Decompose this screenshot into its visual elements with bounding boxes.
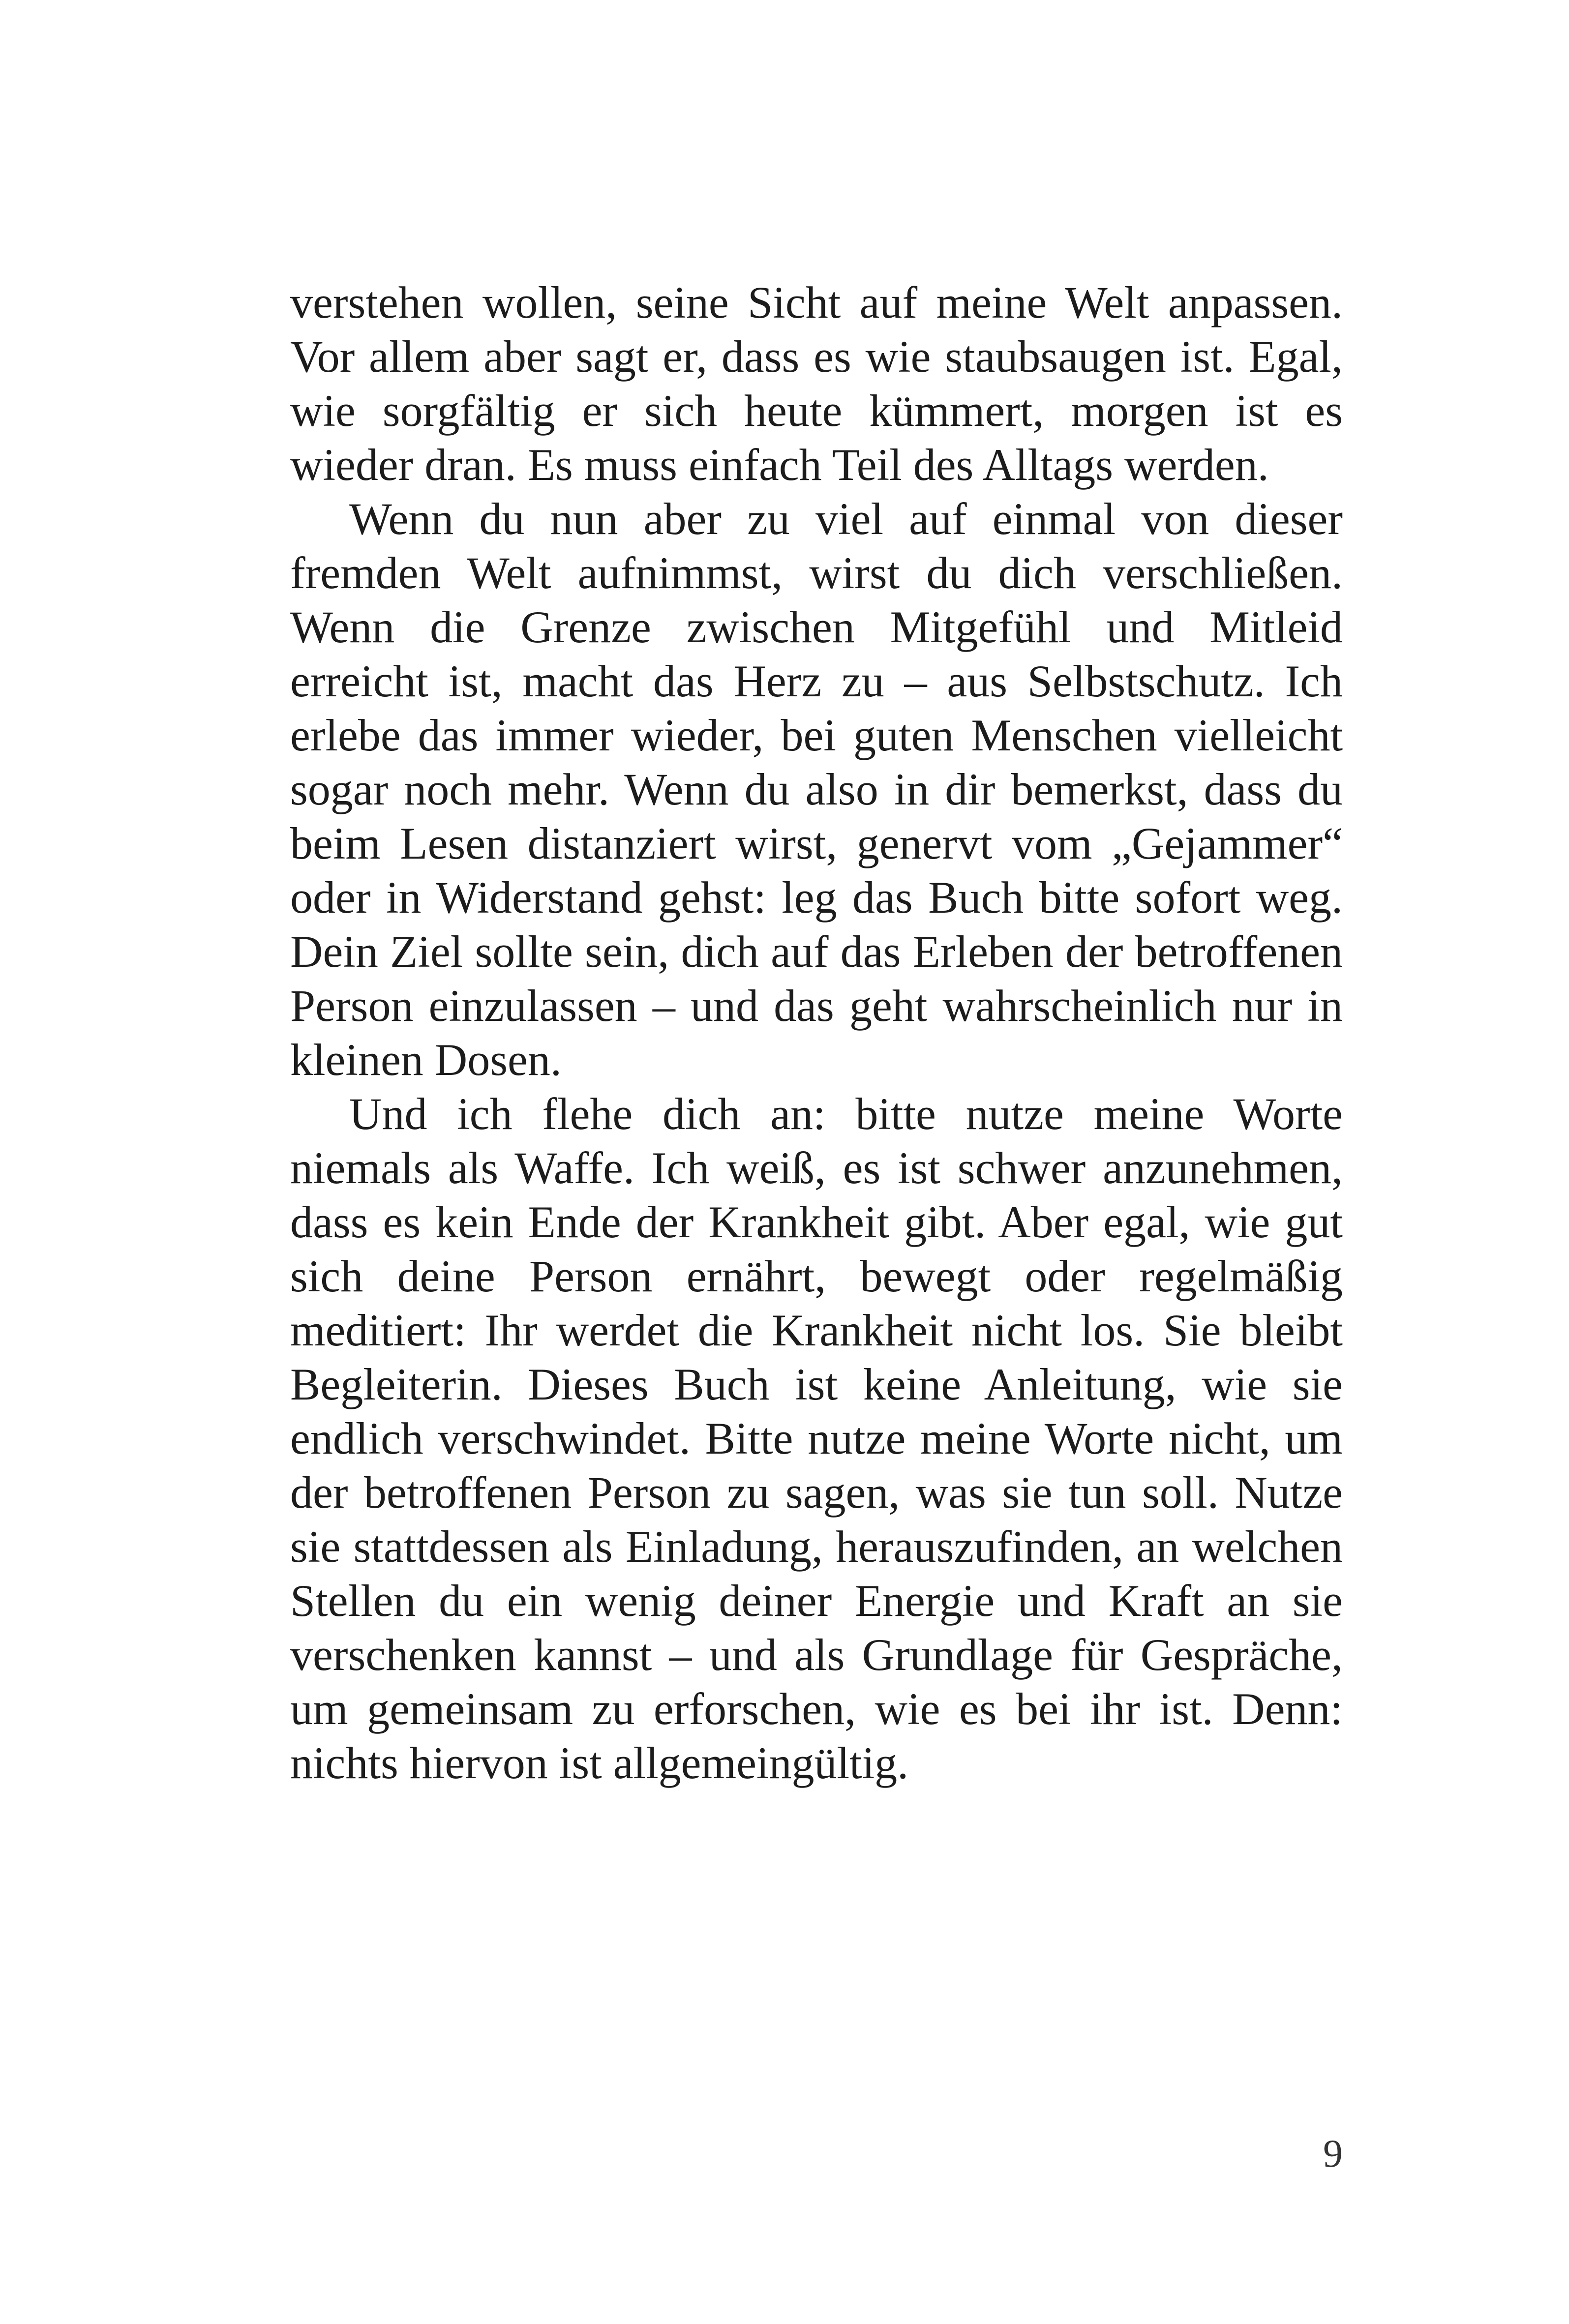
paragraph-3: Und ich flehe dich an: bitte nutze meine Worte niemals als Waffe. Ich weiß, es ist schwer anzunehmen, dass es kein Ende der Krankheit gibt. Aber egal, wie gut sich deine Person ernährt, bewegt oder regelmäßig meditiert: Ihr werdet die Krankheit nicht los. Sie bleibt Begleiterin. Dieses Buch ist keine Anleitung, wie sie endlich verschwindet. Bitte nutze meine Worte nicht, um der betroffenen Person zu sagen, was sie tun soll. Nutze sie stattdessen als Einladung, herauszufinden, an welchen Stellen du ein wenig deiner Energie und Kraft an sie verschenken kannst – und als Grundlage für Gespräche, um gemeinsam zu erforschen, wie es bei ihr ist. Denn: nichts hiervon ist allgemeingültig.: [290, 1089, 1343, 1788]
paragraph-2: Wenn du nun aber zu viel auf einmal von dieser fremden Welt aufnimmst, wirst du dich verschließen. Wenn die Grenze zwischen Mitgefühl und Mitleid erreicht ist, macht das Herz zu – aus Selbstschutz. Ich erlebe das immer wieder, bei guten Menschen vielleicht sogar noch mehr. Wenn du also in dir bemerkst, dass du beim Lesen distanziert wirst, genervt vom „Gejammer“ oder in Widerstand gehst: leg das Buch bitte sofort weg. Dein Ziel sollte sein, dich auf das Erleben der betroffenen Person einzulassen – und das geht wahrscheinlich nur in kleinen Dosen.: [290, 494, 1343, 1085]
page-number: 9: [1323, 2132, 1343, 2175]
body-text: [290, 275, 1343, 1790]
paragraph-1: verstehen wollen, seine Sicht auf meine Welt anpassen. Vor allem aber sagt er, dass es wie staubsaugen ist. Egal, wie sorgfältig er sich heute kümmert, morgen ist es wieder dran. Es muss einfach Teil des Alltags werden.: [290, 277, 1343, 490]
